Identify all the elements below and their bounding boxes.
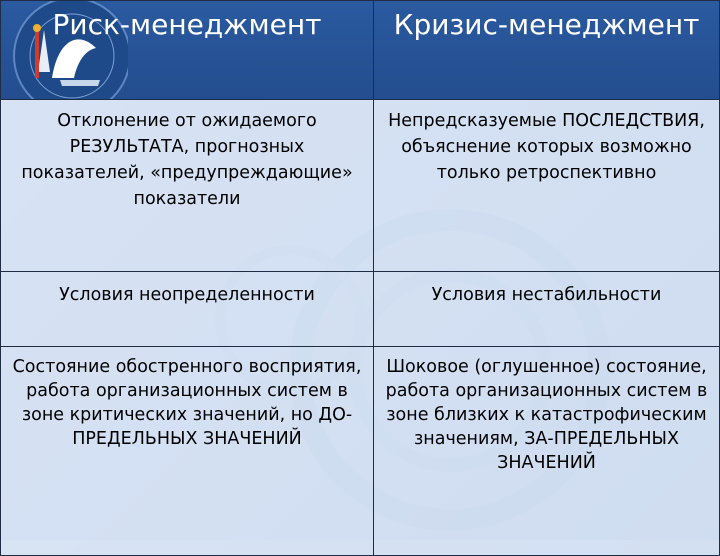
table-row xyxy=(1,347,720,556)
table-cell: Непредсказуемые ПОСЛЕДСТВИЯ, объяснение которых возможно только ретроспективно xyxy=(374,100,720,272)
table-row xyxy=(1,272,720,347)
table-header-row xyxy=(1,1,720,100)
table-cell: Отклонение от ожидаемого РЕЗУЛЬТАТА, прогнозных показателей, «предупреждающие» показатели xyxy=(1,100,374,272)
table-cell: Условия нестабильности xyxy=(374,272,720,347)
column-heading-crisis: Кризис-менеджмент xyxy=(374,1,720,100)
table-cell: Шоковое (оглушенное) состояние, работа организационных систем в зоне близких к катастрофическим значениям, ЗА-ПРЕДЕЛЬНЫХ ЗНАЧЕНИЙ xyxy=(374,347,720,556)
column-heading-risk: Риск-менеджмент xyxy=(1,1,374,100)
table-row xyxy=(1,100,720,272)
table-cell: Условия неопределенности xyxy=(1,272,374,347)
table-cell: Состояние обостренного восприятия, работа организационных систем в зоне критических значений, но ДО-ПРЕДЕЛЬНЫХ ЗНАЧЕНИЙ xyxy=(1,347,374,556)
